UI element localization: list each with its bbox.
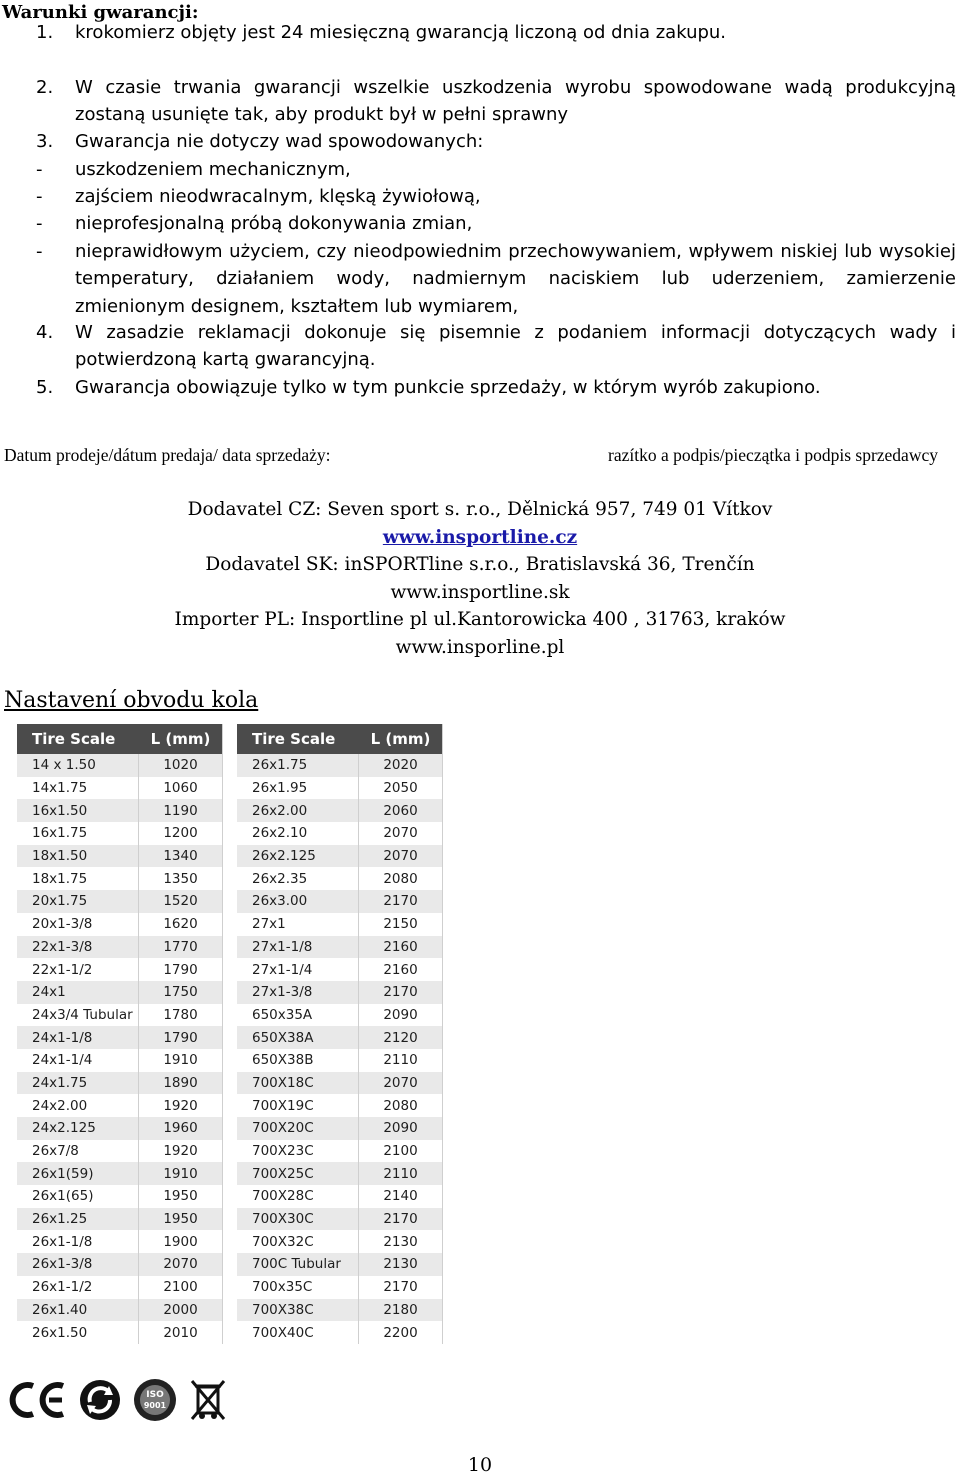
table-row — [237, 867, 442, 890]
length-cell: 2140 — [383, 1188, 418, 1205]
tire-table-header — [17, 724, 222, 754]
tire-size-cell: 700X40C — [237, 1321, 359, 1344]
length-cell: 2160 — [383, 938, 418, 955]
tire-size-cell: 26x1.40 — [17, 1299, 139, 1322]
table-row — [237, 777, 442, 800]
table-row — [237, 1321, 442, 1344]
ce-mark-icon — [6, 1380, 68, 1420]
col-tire-scale: Tire Scale — [252, 730, 336, 748]
warranty-item-text: krokomierz objęty jest 24 miesięczną gwarancją liczoną od dnia zakupu. — [75, 22, 727, 43]
length-cell: 2130 — [383, 1256, 418, 1273]
tire-size-cell: 24x2.00 — [17, 1094, 139, 1117]
importer-pl-web: www.insporline.pl — [395, 637, 565, 658]
table-row — [17, 1321, 222, 1344]
length-cell: 2150 — [383, 916, 418, 933]
length-cell: 1520 — [163, 893, 198, 910]
table-row — [237, 1185, 442, 1208]
length-cell: 1790 — [163, 1029, 198, 1046]
table-row — [237, 981, 442, 1004]
length-cell: 1340 — [163, 848, 198, 865]
table-row — [17, 867, 222, 890]
length-cell: 2070 — [383, 848, 418, 865]
tire-size-cell: 26x1-1/8 — [17, 1230, 139, 1253]
tire-size-cell: 24x3/4 Tubular — [17, 1004, 139, 1027]
table-row — [17, 936, 222, 959]
supplier-sk-web: www.insportline.sk — [390, 582, 570, 603]
length-cell: 2070 — [383, 825, 418, 842]
warranty-item-number: 4. — [36, 322, 54, 343]
tire-size-cell: 650X38A — [237, 1026, 359, 1049]
length-cell: 2110 — [383, 1052, 418, 1069]
warranty-item-number: 3. — [36, 131, 54, 152]
warranty-item-text: uszkodzeniem mechanicznym, — [75, 159, 351, 180]
table-row — [17, 1162, 222, 1185]
tire-size-cell: 26x1-1/2 — [17, 1276, 139, 1299]
tire-size-cell: 16x1.75 — [17, 822, 139, 845]
length-cell: 1910 — [163, 1165, 198, 1182]
table-row — [17, 845, 222, 868]
warranty-item-text: Gwarancja nie dotyczy wad spowodowanych: — [75, 131, 484, 152]
table-row — [17, 890, 222, 913]
col-tire-scale: Tire Scale — [32, 730, 116, 748]
svg-text:9001: 9001 — [143, 1401, 167, 1410]
tire-size-cell: 26x3.00 — [237, 890, 359, 913]
tire-size-cell: 24x1.75 — [17, 1072, 139, 1095]
tire-size-cell: 18x1.75 — [17, 867, 139, 890]
tire-size-cell: 650x35A — [237, 1004, 359, 1027]
table-row — [237, 1140, 442, 1163]
warranty-item-number: 5. — [36, 377, 54, 398]
table-row — [17, 799, 222, 822]
length-cell: 2090 — [383, 1006, 418, 1023]
length-cell: 1900 — [163, 1233, 198, 1250]
length-cell: 2000 — [163, 1301, 198, 1318]
length-cell: 2060 — [383, 802, 418, 819]
length-cell: 2170 — [383, 984, 418, 1001]
warranty-item-text: W zasadzie reklamacji dokonuje się pisemnie z podaniem informacji dotyczących wady i potwierdzoną kartą gwarancyjną. — [75, 322, 956, 371]
tire-size-cell: 27x1-3/8 — [237, 981, 359, 1004]
table-row — [237, 1276, 442, 1299]
date-label: Datum prodeje/dátum predaja/ data sprzedaży: — [4, 445, 331, 465]
tire-size-cell: 700X18C — [237, 1072, 359, 1095]
table-row — [237, 958, 442, 981]
table-row — [17, 1253, 222, 1276]
table-row — [17, 1049, 222, 1072]
length-cell: 2120 — [383, 1029, 418, 1046]
table-row — [237, 1162, 442, 1185]
length-cell: 1890 — [163, 1074, 198, 1091]
warranty-item — [36, 183, 956, 210]
length-cell: 1200 — [163, 825, 198, 842]
length-cell: 1790 — [163, 961, 198, 978]
length-cell: 2110 — [383, 1165, 418, 1182]
length-cell: 1920 — [163, 1097, 198, 1114]
tire-size-cell: 14 x 1.50 — [17, 754, 139, 777]
table-row — [237, 1299, 442, 1322]
tire-size-cell: 18x1.50 — [17, 845, 139, 868]
warranty-item-number: 1. — [36, 22, 54, 43]
table-row — [17, 1072, 222, 1095]
tire-size-cell: 16x1.50 — [17, 799, 139, 822]
length-cell: 2100 — [383, 1143, 418, 1160]
warranty-item — [36, 238, 956, 320]
length-cell: 1350 — [163, 870, 198, 887]
length-cell: 1950 — [163, 1211, 198, 1228]
tire-size-cell: 26x2.10 — [237, 822, 359, 845]
tire-size-cell: 700X30C — [237, 1208, 359, 1231]
length-cell: 1910 — [163, 1052, 198, 1069]
table-row — [237, 1004, 442, 1027]
warranty-item — [36, 210, 956, 237]
table-row — [237, 1117, 442, 1140]
length-cell: 2170 — [383, 1279, 418, 1296]
length-cell: 1620 — [163, 916, 198, 933]
tire-size-cell: 26x1.50 — [17, 1321, 139, 1344]
length-cell: 2080 — [383, 870, 418, 887]
table-row — [237, 1208, 442, 1231]
length-cell: 2010 — [163, 1324, 198, 1341]
tire-size-cell: 26x1.75 — [237, 754, 359, 777]
tire-size-cell: 700C Tubular — [237, 1253, 359, 1276]
tire-size-cell: 24x1 — [17, 981, 139, 1004]
table-row — [17, 1299, 222, 1322]
wheel-section-title: Nastavení obvodu kola — [4, 688, 259, 713]
importer-pl: Importer PL: Insportline pl ul.Kantorowicka 400 , 31763, kraków — [174, 609, 786, 630]
tire-size-cell: 24x2.125 — [17, 1117, 139, 1140]
tire-size-cell: 700X25C — [237, 1162, 359, 1185]
length-cell: 1960 — [163, 1120, 198, 1137]
table-row — [17, 1094, 222, 1117]
tire-size-cell: 26x2.35 — [237, 867, 359, 890]
table-row — [237, 845, 442, 868]
table-row — [237, 1072, 442, 1095]
table-row — [17, 1117, 222, 1140]
tire-size-cell: 700X32C — [237, 1230, 359, 1253]
table-row — [17, 1230, 222, 1253]
table-row — [17, 1276, 222, 1299]
table-row — [237, 1230, 442, 1253]
tire-size-cell: 26x1(65) — [17, 1185, 139, 1208]
table-row — [17, 913, 222, 936]
tire-size-cell: 27x1-1/8 — [237, 936, 359, 959]
length-cell: 1060 — [163, 780, 198, 797]
warranty-item — [36, 19, 956, 46]
table-row — [237, 822, 442, 845]
recycle-icon — [78, 1378, 122, 1422]
table-row — [237, 1049, 442, 1072]
tire-table-header — [237, 724, 442, 754]
tire-size-cell: 24x1-1/4 — [17, 1049, 139, 1072]
table-row — [237, 754, 442, 777]
length-cell: 2100 — [163, 1279, 198, 1296]
length-cell: 2200 — [383, 1324, 418, 1341]
length-cell: 2070 — [163, 1256, 198, 1273]
table-row — [17, 1140, 222, 1163]
warranty-item-text: nieprawidłowym użyciem, czy nieodpowiednim przechowywaniem, wpływem niskiej lub wysokiej temperatury, działaniem wody, nadmiernym naciskiem lub uderzeniem, zamierzenie zmienionym designem, kształtem lub wymiarem, — [75, 241, 956, 317]
col-length: L (mm) — [150, 730, 211, 748]
length-cell: 2160 — [383, 961, 418, 978]
length-cell: 1020 — [163, 757, 198, 774]
tire-size-cell: 700X28C — [237, 1185, 359, 1208]
length-cell: 2080 — [383, 1097, 418, 1114]
table-row — [237, 936, 442, 959]
tire-size-cell: 700X20C — [237, 1117, 359, 1140]
table-row — [17, 1026, 222, 1049]
table-row — [237, 913, 442, 936]
table-row — [17, 822, 222, 845]
length-cell: 1190 — [163, 802, 198, 819]
tire-size-cell: 26x1-3/8 — [17, 1253, 139, 1276]
tire-size-cell: 27x1 — [237, 913, 359, 936]
length-cell: 1750 — [163, 984, 198, 1001]
tire-size-cell: 26x1.25 — [17, 1208, 139, 1231]
table-row — [237, 799, 442, 822]
tire-size-cell: 700X19C — [237, 1094, 359, 1117]
tire-size-cell: 22x1-1/2 — [17, 958, 139, 981]
tire-size-cell: 700x35C — [237, 1276, 359, 1299]
tire-size-cell: 14x1.75 — [17, 777, 139, 800]
tire-size-cell: 27x1-1/4 — [237, 958, 359, 981]
supplier-sk: Dodavatel SK: inSPORTline s.r.o., Bratislavská 36, Trenčín — [205, 554, 755, 575]
length-cell: 1770 — [163, 938, 198, 955]
table-row — [17, 777, 222, 800]
warranty-title: Warunki gwarancji: — [2, 2, 199, 23]
length-cell: 2130 — [383, 1233, 418, 1250]
tire-size-cell: 26x1.95 — [237, 777, 359, 800]
tire-size-cell: 24x1-1/8 — [17, 1026, 139, 1049]
warranty-item — [36, 374, 956, 401]
table-row — [237, 1094, 442, 1117]
length-cell: 2050 — [383, 780, 418, 797]
table-row — [17, 1004, 222, 1027]
length-cell: 2070 — [383, 1074, 418, 1091]
svg-text:ISO: ISO — [146, 1390, 164, 1400]
tire-size-cell: 20x1.75 — [17, 890, 139, 913]
warranty-item — [36, 319, 956, 374]
supplier-cz-link[interactable]: www.insportline.cz — [382, 527, 578, 548]
table-row — [17, 1208, 222, 1231]
table-row — [237, 1253, 442, 1276]
tire-size-cell: 26x2.00 — [237, 799, 359, 822]
length-cell: 2180 — [383, 1301, 418, 1318]
tire-size-cell: 700X38C — [237, 1299, 359, 1322]
warranty-item-number: - — [36, 159, 43, 180]
table-row — [17, 981, 222, 1004]
tire-size-cell: 650X38B — [237, 1049, 359, 1072]
warranty-item-text: zajściem nieodwracalnym, klęską żywiołową, — [75, 186, 481, 207]
tire-size-cell: 26x1(59) — [17, 1162, 139, 1185]
length-cell: 1780 — [163, 1006, 198, 1023]
iso-badge-icon — [132, 1377, 178, 1423]
table-row — [237, 1026, 442, 1049]
warranty-item-text: Gwarancja obowiązuje tylko w tym punkcie sprzedaży, w którym wyrób zakupiono. — [75, 377, 821, 398]
table-row — [17, 958, 222, 981]
tire-size-cell: 700X23C — [237, 1140, 359, 1163]
warranty-item — [36, 128, 956, 155]
length-cell: 2090 — [383, 1120, 418, 1137]
warranty-item-number: - — [36, 213, 43, 234]
warranty-item-number: 2. — [36, 77, 54, 98]
tire-table-left — [17, 724, 223, 1344]
weee-bin-icon — [188, 1377, 228, 1423]
warranty-item-text: W czasie trwania gwarancji wszelkie uszkodzenia wyrobu spowodowane wadą produkcyjną zostaną usunięte tak, aby produkt był w pełni sprawny — [75, 77, 956, 126]
warranty-item-text: nieprofesjonalną próbą dokonywania zmian, — [75, 213, 473, 234]
warranty-item — [36, 74, 956, 129]
tire-size-cell: 20x1-3/8 — [17, 913, 139, 936]
supplier-cz: Dodavatel CZ: Seven sport s. r.o., Dělnická 957, 749 01 Vítkov — [187, 499, 773, 520]
tire-size-cell: 22x1-3/8 — [17, 936, 139, 959]
length-cell: 1920 — [163, 1143, 198, 1160]
warranty-item-number: - — [36, 241, 43, 262]
table-row — [17, 1185, 222, 1208]
tire-size-cell: 26x7/8 — [17, 1140, 139, 1163]
page-number: 10 — [467, 1454, 493, 1476]
certification-logos — [6, 1378, 228, 1422]
col-length: L (mm) — [370, 730, 431, 748]
tire-table-right — [237, 724, 443, 1344]
length-cell: 2020 — [383, 757, 418, 774]
length-cell: 1950 — [163, 1188, 198, 1205]
warranty-item-number: - — [36, 186, 43, 207]
length-cell: 2170 — [383, 1211, 418, 1228]
length-cell: 2170 — [383, 893, 418, 910]
table-row — [17, 754, 222, 777]
table-row — [237, 890, 442, 913]
warranty-item — [36, 156, 956, 183]
tire-size-cell: 26x2.125 — [237, 845, 359, 868]
stamp-label: razítko a podpis/pieczątka i podpis sprzedawcy — [608, 445, 938, 465]
